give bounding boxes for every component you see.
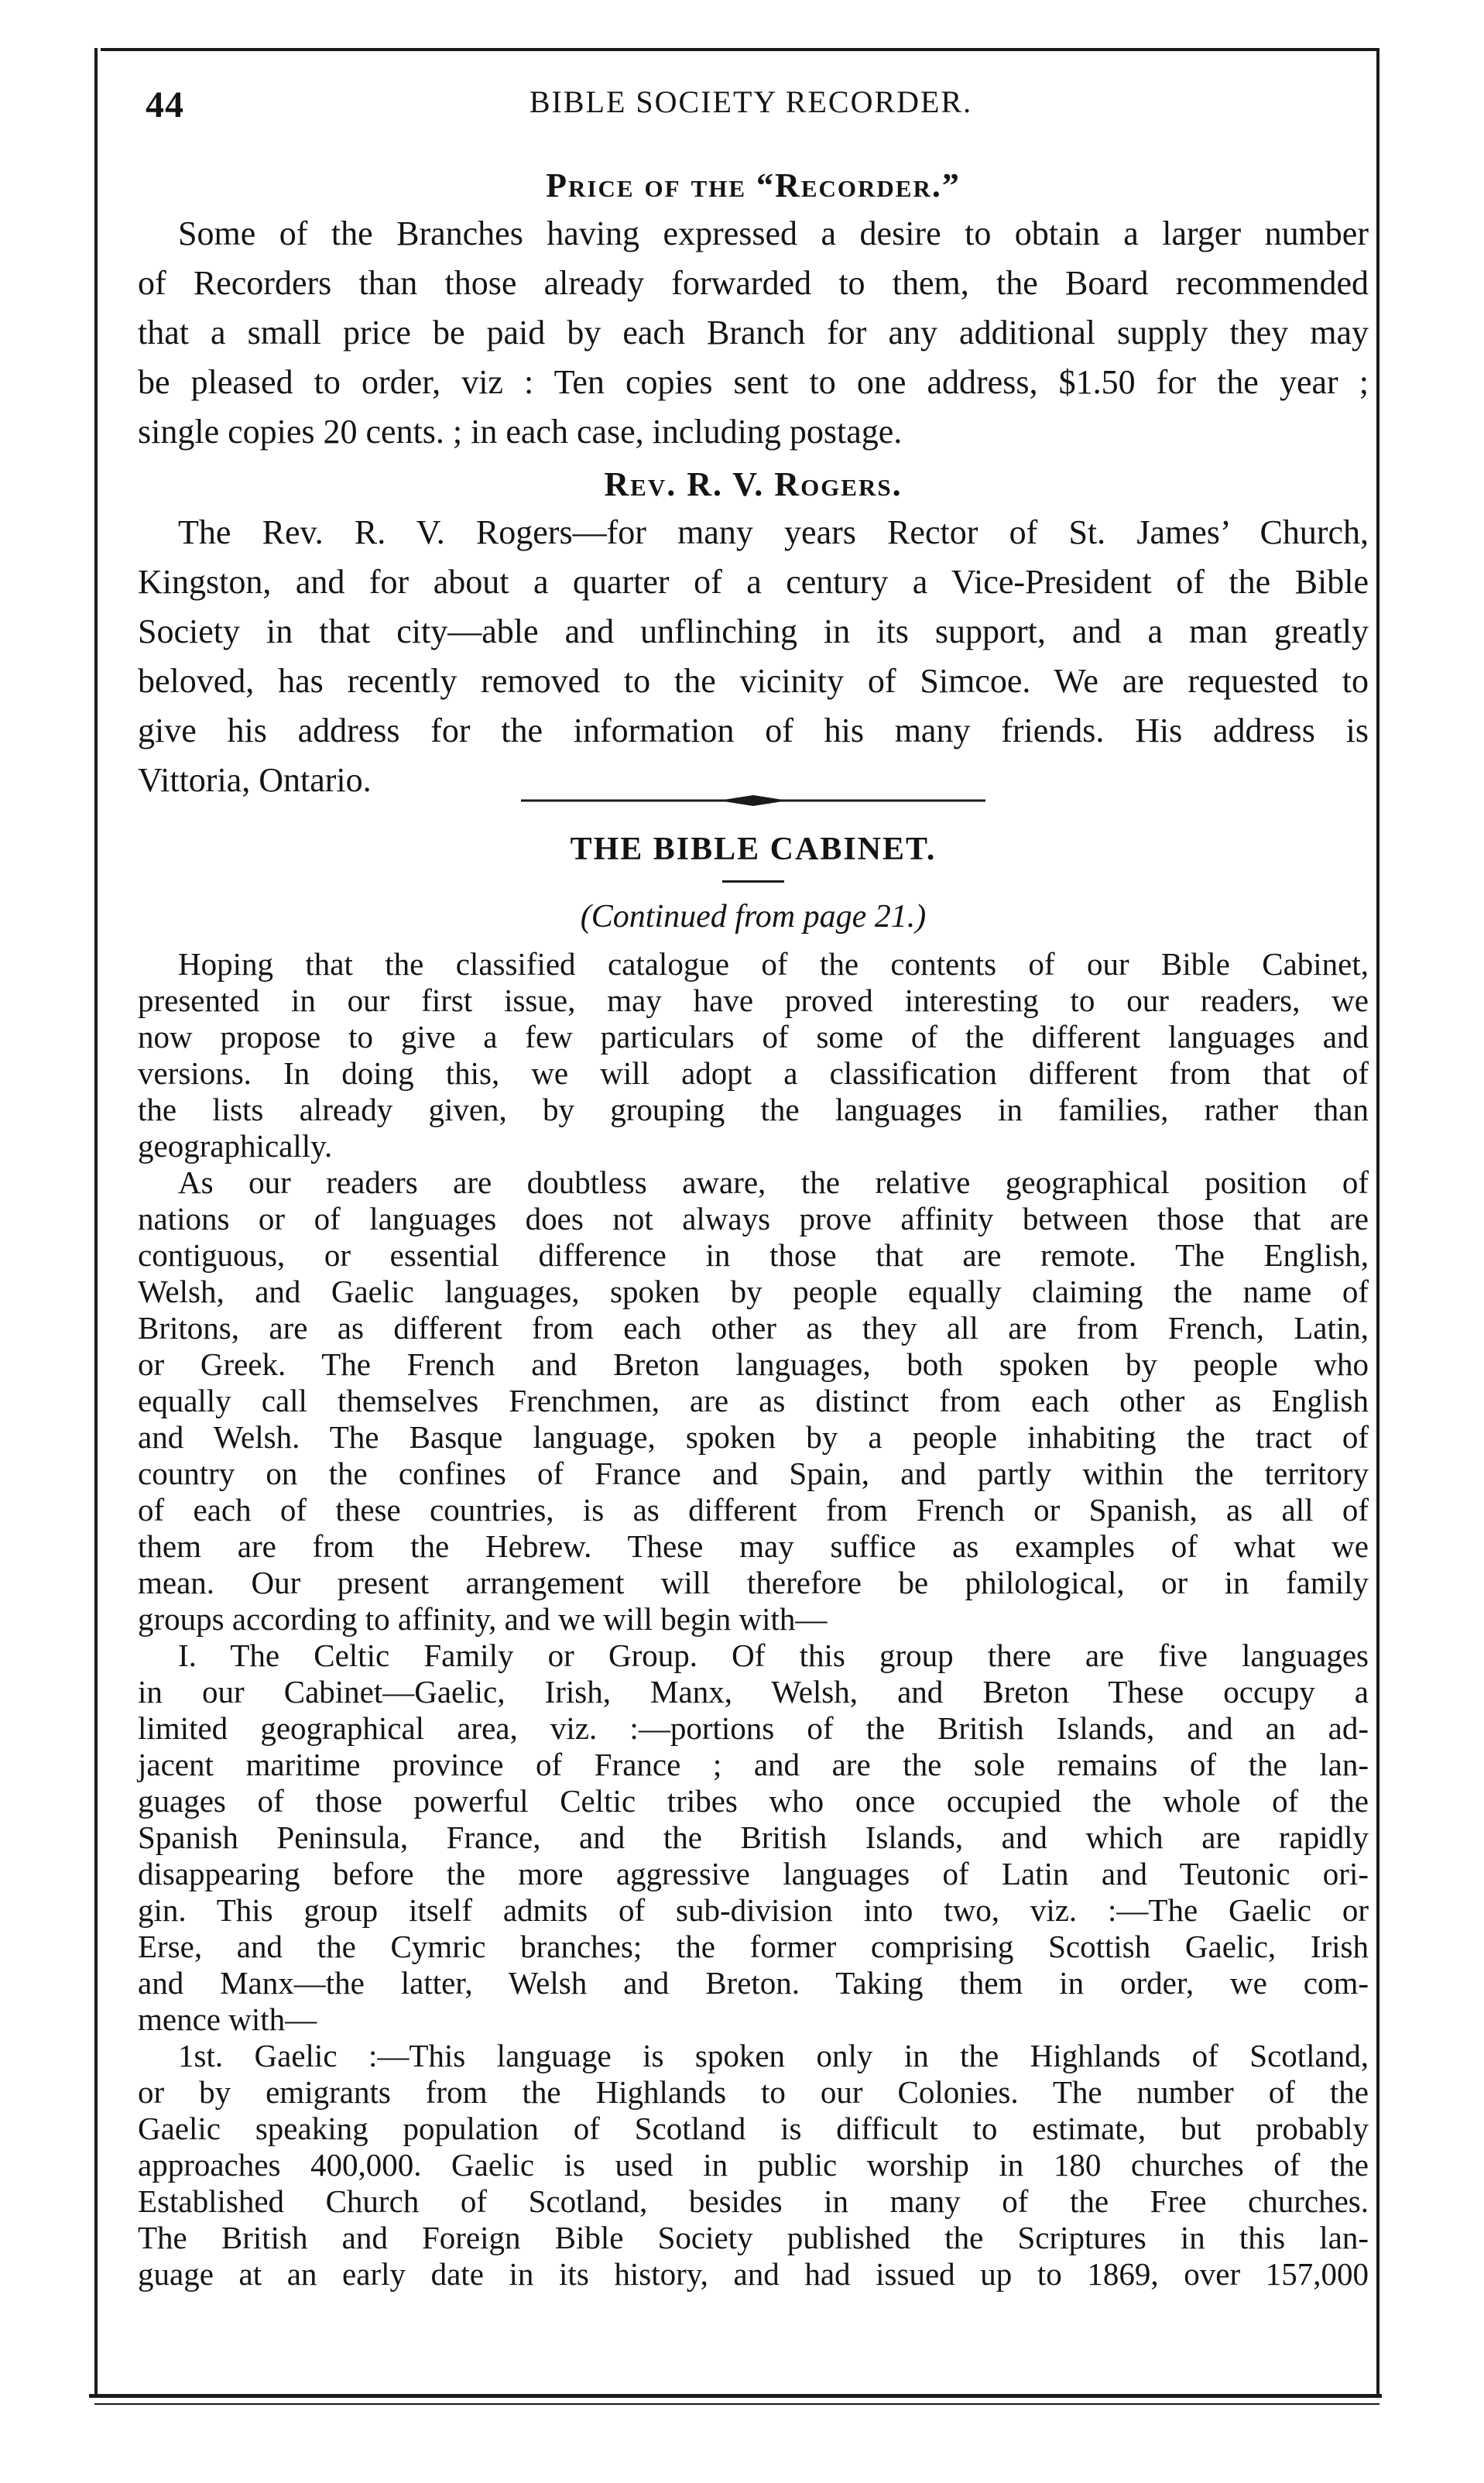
rogers-line: beloved, has recently removed to the vicinity of Simcoe. We are requested to bbox=[138, 662, 1369, 700]
cabinet-line: or by emigrants from the Highlands to our Colonies. The number of the bbox=[138, 2074, 1369, 2110]
rogers-line: Vittoria, Ontario. bbox=[138, 761, 372, 799]
section-divider-ornament bbox=[521, 794, 985, 808]
cabinet-line: and Manx—the latter, Welsh and Breton. Taking them in order, we com- bbox=[138, 1965, 1369, 2001]
page-border-right bbox=[1376, 48, 1379, 2398]
cabinet-line: nations or of languages does not always prove affinity between those that are bbox=[138, 1201, 1369, 1236]
cabinet-line: versions. In doing this, we will adopt a classification different from that of bbox=[138, 1055, 1369, 1091]
cabinet-line: groups according to affinity, and we will begin with— bbox=[138, 1601, 828, 1637]
cabinet-line: guages of those powerful Celtic tribes who once occupied the whole of the bbox=[138, 1783, 1369, 1819]
cabinet-line: contiguous, or essential difference in those that are remote. The English, bbox=[138, 1237, 1369, 1273]
cabinet-line: Welsh, and Gaelic languages, spoken by people equally claiming the name of bbox=[138, 1274, 1369, 1309]
price-line: of Recorders than those already forwarded to them, the Board recommended bbox=[138, 264, 1369, 302]
cabinet-line: 1st. Gaelic :—This language is spoken only in the Highlands of Scotland, bbox=[178, 2038, 1369, 2073]
page-border-top bbox=[101, 48, 1379, 51]
cabinet-line: geographically. bbox=[138, 1128, 333, 1164]
cabinet-line: Established Church of Scotland, besides in many of the Free churches. bbox=[138, 2183, 1369, 2219]
rogers-heading: Rev. R. V. Rogers. bbox=[604, 465, 903, 503]
cabinet-line: As our readers are doubtless aware, the relative geographical position of bbox=[178, 1164, 1369, 1200]
cabinet-paragraph-4 bbox=[138, 2038, 1369, 2293]
cabinet-line: or Greek. The French and Breton languages, both spoken by people who bbox=[138, 1346, 1369, 1382]
cabinet-line: the lists already given, by grouping the languages in families, rather than bbox=[138, 1092, 1369, 1127]
rogers-line: Kingston, and for about a quarter of a century a Vice-President of the Bible bbox=[138, 563, 1369, 601]
cabinet-paragraph-2 bbox=[138, 1164, 1369, 1638]
rogers-paragraph bbox=[138, 508, 1369, 805]
cabinet-line: Gaelic speaking population of Scotland is difficult to estimate, but probably bbox=[138, 2111, 1369, 2146]
cabinet-line: of each of these countries, is as different from French or Spanish, as all of bbox=[138, 1492, 1369, 1528]
cabinet-line: disappearing before the more aggressive languages of Latin and Teutonic ori- bbox=[138, 1856, 1369, 1891]
cabinet-paragraph-1 bbox=[138, 946, 1369, 1164]
cabinet-line: mean. Our present arrangement will therefore be philological, or in family bbox=[138, 1565, 1369, 1600]
cabinet-paragraph-3 bbox=[138, 1638, 1369, 2038]
title-rule bbox=[722, 880, 784, 883]
running-title: BIBLE SOCIETY RECORDER. bbox=[529, 84, 973, 119]
cabinet-line: now propose to give a few particulars of some of the different languages and bbox=[138, 1019, 1369, 1055]
cabinet-line: Spanish Peninsula, France, and the British Islands, and which are rapidly bbox=[138, 1819, 1369, 1855]
cabinet-line: equally call themselves Frenchmen, are as distinct from each other as English bbox=[138, 1383, 1369, 1418]
page-border-bottom-inner bbox=[94, 2403, 1379, 2405]
cabinet-line: and Welsh. The Basque language, spoken by a people inhabiting the tract of bbox=[138, 1419, 1369, 1455]
rogers-line: The Rev. R. V. Rogers—for many years Rector of St. James’ Church, bbox=[178, 513, 1369, 551]
cabinet-line: Hoping that the classified catalogue of the contents of our Bible Cabinet, bbox=[178, 946, 1369, 982]
continued-note: (Continued from page 21.) bbox=[580, 899, 927, 935]
cabinet-line: I. The Celtic Family or Group. Of this group there are five languages bbox=[178, 1638, 1369, 1673]
cabinet-line: country on the confines of France and Spain, and partly within the territory bbox=[138, 1456, 1369, 1491]
price-line: that a small price be paid by each Branch for any additional supply they may bbox=[138, 314, 1369, 352]
cabinet-line: guage at an early date in its history, and had issued up to 1869, over 157,000 bbox=[138, 2256, 1369, 2292]
cabinet-line: mence with— bbox=[138, 2001, 317, 2037]
price-line: single copies 20 cents. ; in each case, including postage. bbox=[138, 413, 903, 451]
rogers-line: give his address for the information of his many friends. His address is bbox=[138, 712, 1369, 749]
price-line: be pleased to order, viz : Ten copies sent to one address, $1.50 for the year ; bbox=[138, 363, 1369, 401]
price-heading: Price of the “Recorder.” bbox=[546, 166, 961, 204]
price-paragraph bbox=[138, 209, 1369, 457]
cabinet-line: Britons, are as different from each other as they all are from French, Latin, bbox=[138, 1310, 1369, 1346]
section-title: THE BIBLE CABINET. bbox=[570, 832, 937, 867]
page-number: 44 bbox=[146, 84, 184, 125]
cabinet-line: limited geographical area, viz. :—portions of the British Islands, and an ad- bbox=[138, 1710, 1369, 1746]
cabinet-line: in our Cabinet—Gaelic, Irish, Manx, Welsh, and Breton These occupy a bbox=[138, 1674, 1369, 1710]
cabinet-line: The British and Foreign Bible Society published the Scriptures in this lan- bbox=[138, 2220, 1369, 2255]
cabinet-line: Erse, and the Cymric branches; the former comprising Scottish Gaelic, Irish bbox=[138, 1929, 1369, 1964]
upper-articles bbox=[138, 163, 1369, 805]
price-line: Some of the Branches having expressed a desire to obtain a larger number bbox=[178, 214, 1369, 252]
cabinet-line: gin. This group itself admits of sub-division into two, viz. :—The Gaelic or bbox=[138, 1892, 1369, 1928]
cabinet-line: jacent maritime province of France ; and are the sole remains of the lan- bbox=[138, 1747, 1369, 1782]
running-header bbox=[139, 84, 1362, 130]
rogers-line: Society in that city—able and unflinching in its support, and a man greatly bbox=[138, 612, 1369, 650]
bible-cabinet-article bbox=[138, 794, 1369, 2293]
cabinet-line: presented in our first issue, may have proved interesting to our readers, we bbox=[138, 983, 1369, 1018]
page-border-bottom bbox=[89, 2394, 1382, 2398]
cabinet-line: approaches 400,000. Gaelic is used in public worship in 180 churches of the bbox=[138, 2147, 1369, 2183]
cabinet-line: them are from the Hebrew. These may suffice as examples of what we bbox=[138, 1528, 1369, 1564]
page-border-left bbox=[94, 48, 98, 2398]
